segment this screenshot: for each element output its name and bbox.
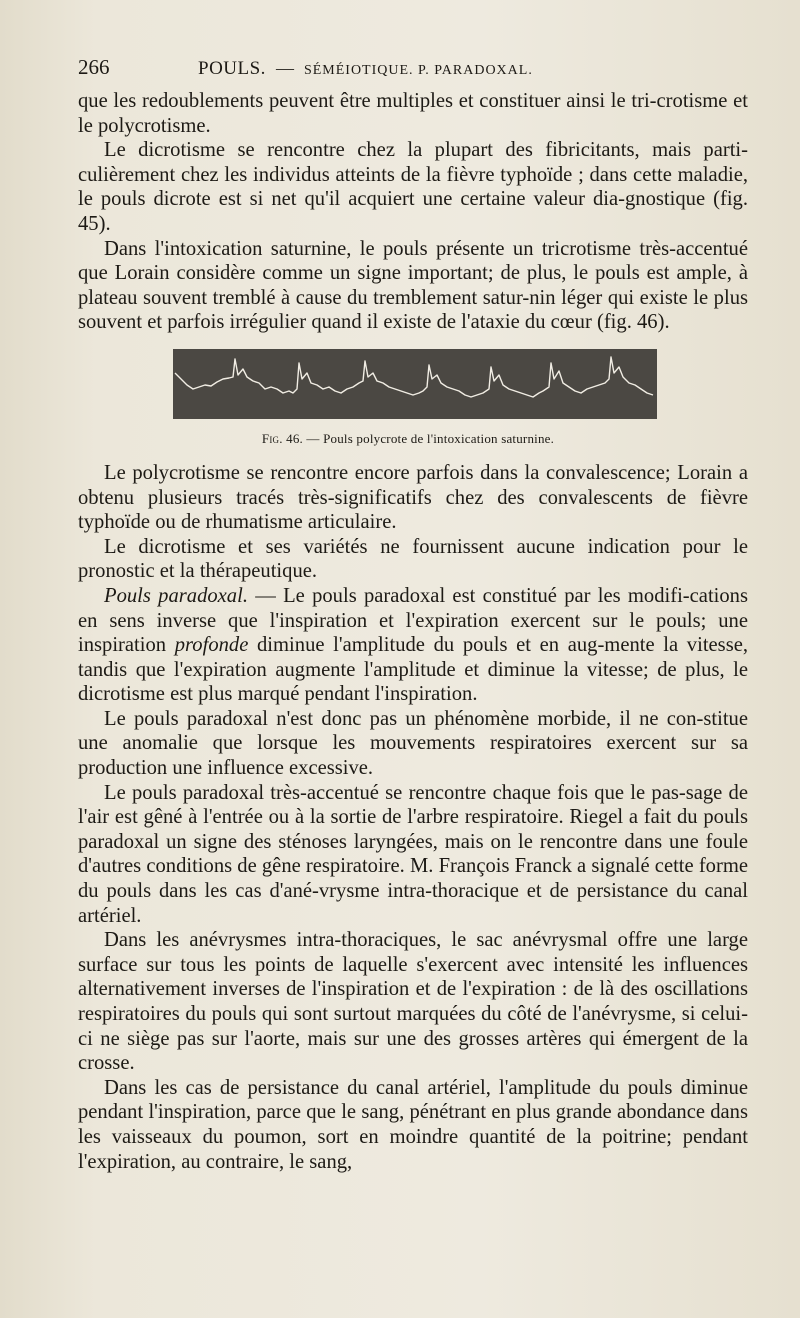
pulse-tracing-image [173,349,657,419]
page-number: 266 [78,55,110,79]
paragraph-accentue: Le pouls paradoxal très-accentué se rencontre chaque fois que le pas-sage de l'air est gêné à l'entrée ou à la sortie de l'arbre respiratoire. Riegel a fait du pouls paradoxal un signe des sténoses laryngées, mais on le rencontre dans une foule d'autres conditions de gêne respiratoire. M. François Franck a signalé cette forme du pouls dans les cas d'ané-vrysme intra-thoracique et de persistance du canal artériel. [78,781,748,927]
paragraph-phenomene: Le pouls paradoxal n'est donc pas un phénomène morbide, il ne con-stitue une anomalie que lorsque les mouvements respiratoires exercent sur sa production une influence excessive. [78,707,748,780]
figure-caption-dash: — [306,430,320,446]
figure-label: Fig. 46. [261,430,303,446]
body-text [78,89,748,335]
paragraph-continued: que les redoublements peuvent être multiples et constituer ainsi le tri-crotisme et le polycrotisme. [78,90,748,137]
paragraph-dicrotisme: Le dicrotisme se rencontre chez la plupart des fibricitants, mais parti-culièrement chez les individus atteints de la fièvre typhoïde ; dans cette maladie, le pouls dicrote est si net qu'il acquiert une certaine valeur dia-gnostique (fig. 45). [78,139,748,235]
running-subtitle: SÉMÉIOTIQUE. P. PARADOXAL. [303,63,533,78]
paradoxal-emphasis: profonde [174,634,249,657]
pulse-tracing-plate [173,349,657,419]
paragraph-saturnine: Dans l'intoxication saturnine, le pouls présente un tricrotisme très-accentué que Lorain considère comme un signe important; de plus, le pouls est ample, à plateau souvent tremblé à cause du tremblement satur-nin léger qui existe le plus souvent et parfois irrégulier quand il existe de l'ataxie du cœur (fig. 46). [78,237,748,334]
paragraph-pronostic: Le dicrotisme et ses variétés ne fournissent aucune indication pour le pronostic et la thérapeutique. [78,535,748,583]
paradoxal-text-part-1: — Le pouls paradoxal est constitué par les modifi-cations en sens inverse que l'inspiration et l'expiration exercent sur le pouls; une inspiration [78,584,748,657]
paragraph-pouls-paradoxal [78,584,748,707]
paragraph-anevrysmes: Dans les anévrysmes intra-thoraciques, le sac anévrysmal offre une large surface sur tous les points de laquelle s'exercent avec intensité les influences alternativement inverses de l'inspiration et de l'expiration : de là des oscillations respiratoires du pouls qui sont surtout marquées du côté de l'anévrysme, si celui-ci ne siège pas sur l'aorte, mais sur une des grosses artères qui émergent de la crosse. [78,929,748,1075]
paragraph-polycrotisme: Le polycrotisme se rencontre encore parfois dans la convalescence; Lorain a obtenu plusieurs tracés très-significatifs chez des convalescents de fièvre typhoïde ou de rhumatisme articulaire. [78,461,748,534]
paradoxal-text-part-2: diminue l'amplitude du pouls et en aug-mente la vitesse, tandis que l'expiration augmente l'amplitude et diminue la vitesse; de plus, le dicrotisme est plus marqué pendant l'inspiration. [78,634,748,706]
running-title: POULS. [198,58,266,79]
section-heading-pouls-paradoxal: Pouls paradoxal. [104,584,248,607]
figure-46 [78,349,748,447]
figure-caption-text: Pouls polycrote de l'intoxication saturnine. [323,430,555,446]
body-text-continued [78,461,748,1174]
running-head [78,55,748,89]
paragraph-canal-arteriel: Dans les cas de persistance du canal artériel, l'amplitude du pouls diminue pendant l'inspiration, parce que le sang, pénétrant en plus grande abondance dans les vaisseaux du poumon, sort en moindre quantité de la poitrine; pendant l'expiration, au contraire, le sang, [78,1076,748,1173]
figure-caption [78,431,748,447]
running-head-separator: — [275,58,294,78]
